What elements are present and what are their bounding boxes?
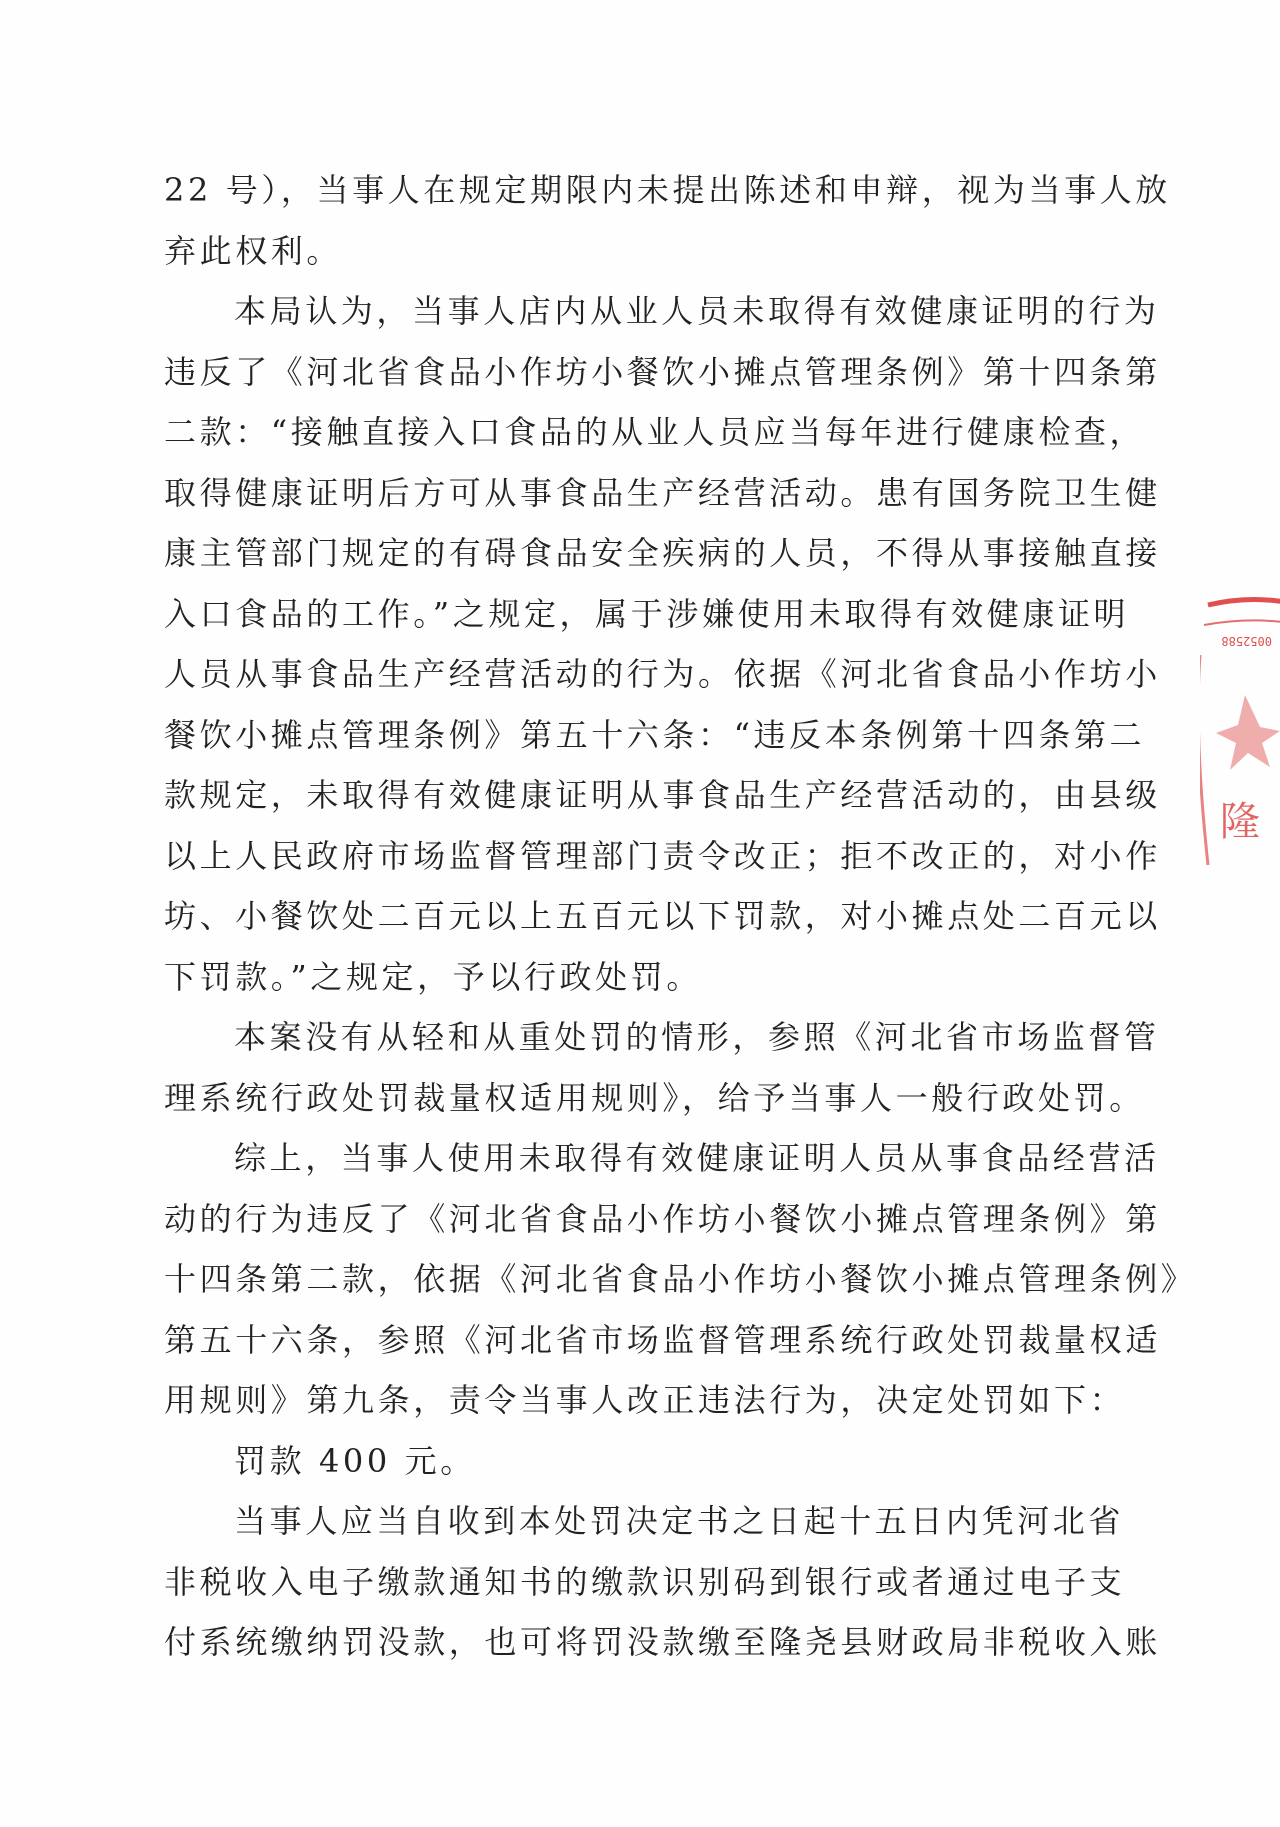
text-line-18: 动的行为违反了《河北省食品小作坊小餐饮小摊点管理条例》第 (164, 1199, 1161, 1238)
text-line-15: 本案没有从轻和从重处罚的情形，参照《河北省市场监督管 (234, 1018, 1160, 1056)
text-line-20: 第五十六条，参照《河北省市场监督管理系统行政处罚裁量权适 (164, 1320, 1161, 1359)
text-line-16: 理系统行政处罚裁量权适用规则》，给予当事人一般行政处罚。 (164, 1078, 1145, 1117)
text-line-6: 取得健康证明后方可从事食品生产经营活动。患有国务院卫生健 (164, 473, 1161, 512)
text-line-21: 用规则》第九条，责令当事人改正违法行为，决定处罚如下： (164, 1381, 1126, 1419)
text-line-24: 非税收入电子缴款通知书的缴款识别码到银行或者通过电子支 (164, 1562, 1126, 1601)
text-line-1: 22 号），当事人在规定期限内未提出陈述和申辩，视为当事人放 (164, 171, 1171, 209)
text-line-17: 综上，当事人使用未取得有效健康证明人员从事食品经营活 (234, 1139, 1160, 1177)
text-line-14: 下罚款。”之规定，予以行政处罚。 (164, 957, 702, 996)
text-line-5: 二款：“接触直接入口食品的从业人员应当每年进行健康检查， (164, 413, 1146, 451)
svg-text:隆: 隆 (1220, 799, 1260, 845)
official-seal-stamp (1200, 585, 1280, 875)
text-line-9: 人员从事食品生产经营活动的行为。依据《河北省食品小作坊小 (164, 655, 1161, 693)
text-line-19: 十四条第二款，依据《河北省食品小作坊小餐饮小摊点管理条例》 (164, 1260, 1197, 1298)
text-line-25: 付系统缴纳罚没款，也可将罚没款缴至隆尧县财政局非税收入账 (164, 1623, 1161, 1661)
text-line-8: 入口食品的工作。”之规定，属于涉嫌使用未取得有效健康证明 (164, 594, 1130, 633)
text-line-22: 罚款 400 元。 (234, 1441, 476, 1480)
text-line-11: 款规定，未取得有效健康证明从事食品生产经营活动的，由县级 (164, 776, 1161, 814)
svg-text:0052588: 0052588 (1221, 634, 1272, 648)
text-line-7: 康主管部门规定的有碍食品安全疾病的人员，不得从事接触直接 (164, 534, 1161, 572)
text-line-12: 以上人民政府市场监督管理部门责令改正；拒不改正的，对小作 (164, 836, 1161, 875)
text-line-13: 坊、小餐饮处二百元以上五百元以下罚款，对小摊点处二百元以 (164, 897, 1161, 935)
text-line-3: 本局认为，当事人店内从业人员未取得有效健康证明的行为 (234, 292, 1160, 330)
text-line-10: 餐饮小摊点管理条例》第五十六条：“违反本条例第十四条第二 (164, 715, 1146, 754)
text-line-2: 弃此权利。 (164, 231, 343, 270)
seal-graphic (1200, 585, 1280, 875)
text-line-4: 违反了《河北省食品小作坊小餐饮小摊点管理条例》第十四条第 (164, 352, 1161, 391)
text-line-23: 当事人应当自收到本处罚决定书之日起十五日内凭河北省 (234, 1502, 1125, 1540)
document-body (164, 160, 1197, 1673)
